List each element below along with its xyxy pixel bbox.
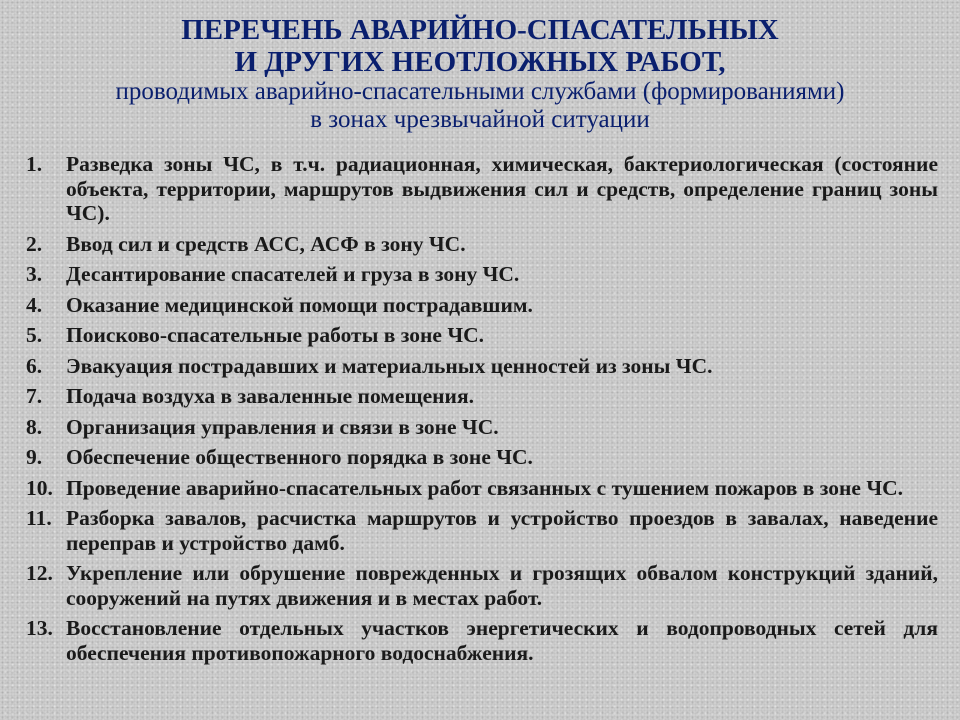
subtitle-line-2: в зонах чрезвычайной ситуации (310, 106, 650, 133)
item-text: Поисково-спасательные работы в зоне ЧС. (66, 323, 485, 347)
item-text: Десантирование спасателей и груза в зону ЧС. (66, 262, 520, 286)
title-block (0, 14, 960, 134)
subtitle-line-1: проводимых аварийно-спасательными службами (формированиями) (115, 78, 845, 105)
item-text: Укрепление или обрушение поврежденных и грозящих обвалом конструкций зданий, сооружений на путях движения и в местах работ. (66, 561, 938, 610)
item-text: Восстановление отдельных участков энергетических и водопроводных сетей для обеспечения противопожарного водоснабжения. (66, 616, 938, 665)
item-text: Организация управления и связи в зоне ЧС. (66, 414, 499, 439)
list-item (26, 415, 938, 440)
list-item (26, 152, 938, 226)
item-number: 8. (26, 414, 43, 439)
item-text: Проведение аварийно-спасательных работ связанных с тушением пожаров в зоне ЧС. (66, 475, 903, 500)
item-number: 2. (26, 231, 43, 256)
item-text: Эвакуация пострадавших и материальных ценностей из зоны ЧС. (66, 353, 713, 378)
item-number: 5. (26, 323, 43, 347)
list-item (26, 323, 938, 348)
item-number: 1. (26, 152, 43, 176)
item-text: Разведка зоны ЧС, в т.ч. радиационная, химическая, бактериологическая (состояние объекта, территории, маршрутов выдвижения сил и средств, определение границ зоны ЧС). (66, 152, 938, 225)
title-line-2: И ДРУГИХ НЕОТЛОЖНЫХ РАБОТ, (234, 46, 726, 78)
item-number: 9. (26, 445, 43, 469)
list-item (26, 476, 938, 501)
item-number: 4. (26, 292, 43, 317)
item-number: 11. (26, 506, 52, 530)
item-number: 12. (26, 561, 53, 585)
list-item (26, 445, 938, 470)
item-text: Обеспечение общественного порядка в зоне ЧС. (66, 445, 533, 469)
list-item (26, 616, 938, 665)
list-item (26, 384, 938, 409)
item-text: Разборка завалов, расчистка маршрутов и устройство проездов в завалах, наведение переправ и устройство дамб. (66, 506, 938, 555)
list-item (26, 232, 938, 257)
works-list (26, 152, 938, 671)
item-number: 6. (26, 353, 43, 378)
list-item (26, 293, 938, 318)
title-line-1: ПЕРЕЧЕНЬ АВАРИЙНО-СПАСАТЕЛЬНЫХ (181, 14, 779, 46)
item-number: 7. (26, 384, 43, 408)
list-item (26, 262, 938, 287)
list-item (26, 354, 938, 379)
list-item (26, 506, 938, 555)
list-item (26, 561, 938, 610)
item-number: 3. (26, 262, 43, 286)
item-number: 13. (26, 616, 53, 640)
item-number: 10. (26, 475, 53, 500)
item-text: Ввод сил и средств АСС, АСФ в зону ЧС. (66, 231, 466, 256)
item-text: Подача воздуха в заваленные помещения. (66, 384, 474, 408)
item-text: Оказание медицинской помощи пострадавшим. (66, 292, 533, 317)
